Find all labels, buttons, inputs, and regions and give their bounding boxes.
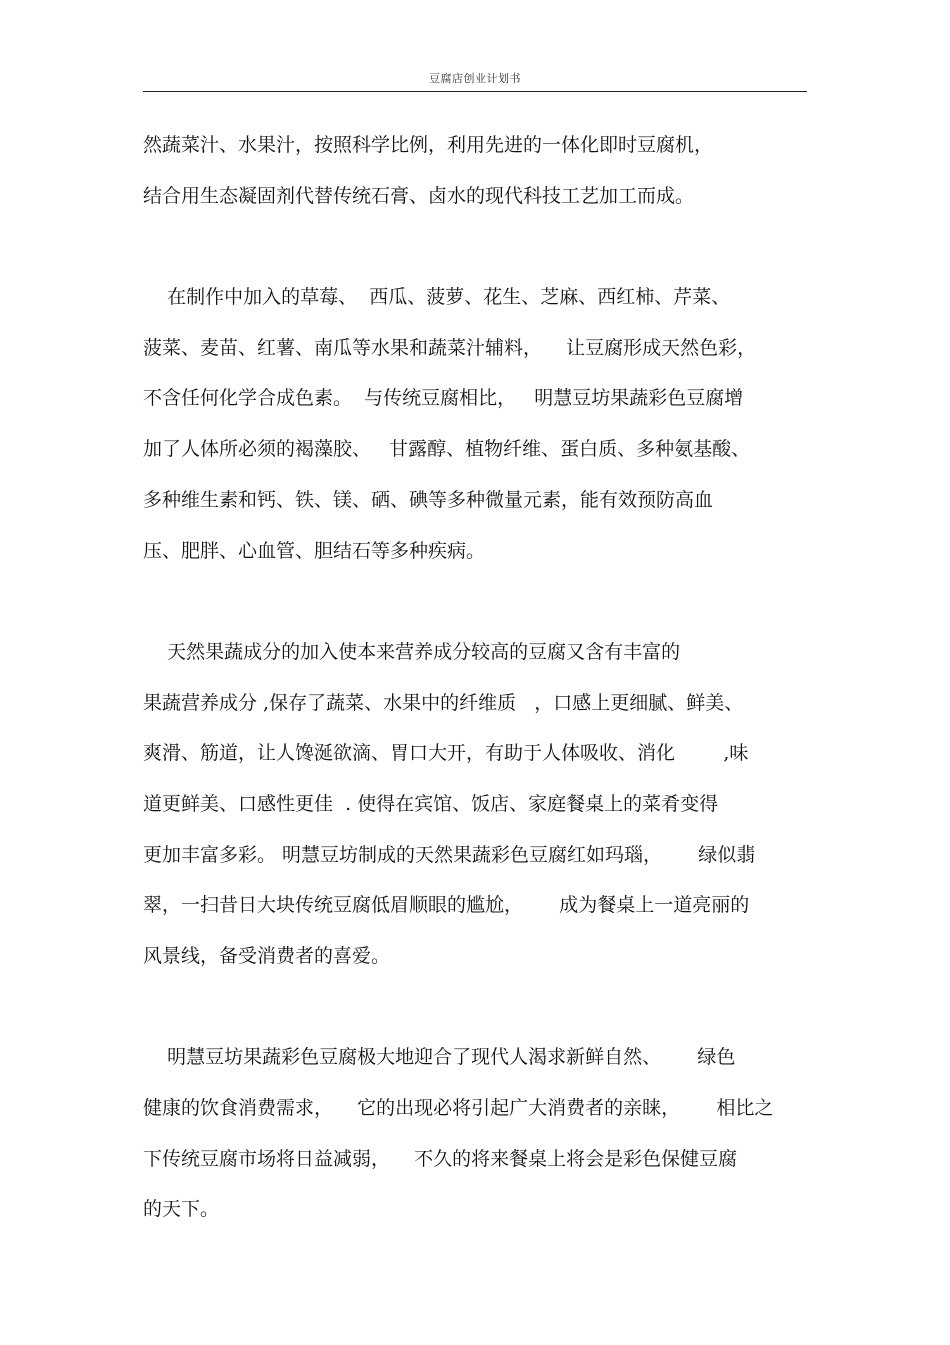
running-header: 豆腐店创业计划书 bbox=[429, 72, 521, 85]
text-line: 在制作中加入的草莓、 西瓜、菠萝、花生、芝麻、西红柿、芹菜、 bbox=[143, 286, 731, 309]
text-line: 更加丰富多彩。 明慧豆坊制成的天然果蔬彩色豆腐红如玛瑙， 绿似翡 bbox=[143, 843, 756, 866]
document-body bbox=[143, 120, 807, 1235]
paragraph-4 bbox=[143, 1032, 807, 1235]
paragraph-1 bbox=[143, 120, 807, 221]
text-line: 果蔬营养成分 ,保存了蔬菜、水果中的纤维质 ，口感上更细腻、鲜美、 bbox=[143, 691, 744, 714]
text-line: 压、肥胖、心血管、胆结石等多种疾病。 bbox=[143, 539, 486, 562]
text-line: 爽滑、筋道，让人馋涎欲滴、胃口大开，有助于人体吸收、消化 ,味 bbox=[143, 742, 749, 765]
text-line: 不含任何化学合成色素。 与传统豆腐相比， 明慧豆坊果蔬彩色豆腐增 bbox=[143, 387, 744, 410]
text-line: 道更鲜美、口感性更佳 . 使得在宾馆、饭店、家庭餐桌上的菜肴变得 bbox=[143, 792, 719, 815]
text-line: 结合用生态凝固剂代替传统石膏、卤水的现代科技工艺加工而成。 bbox=[143, 184, 695, 207]
paragraph-3 bbox=[143, 627, 807, 982]
text-line: 明慧豆坊果蔬彩色豆腐极大地迎合了现代人渴求新鲜自然、 绿色 bbox=[143, 1046, 736, 1069]
text-line: 下传统豆腐市场将日益减弱， 不久的将来餐桌上将会是彩色保健豆腐 bbox=[143, 1147, 738, 1170]
header-divider bbox=[143, 91, 807, 92]
text-line: 多种维生素和钙、铁、镁、硒、碘等多种微量元素，能有效预防高血 bbox=[143, 488, 714, 511]
text-line: 的天下。 bbox=[143, 1198, 220, 1221]
text-line: 然蔬菜汁、水果汁，按照科学比例，利用先进的一体化即时豆腐机， bbox=[143, 134, 714, 156]
paragraph-gap bbox=[143, 576, 807, 627]
text-line: 菠菜、麦苗、红薯、南瓜等水果和蔬菜汁辅料， 让豆腐形成天然色彩， bbox=[143, 336, 757, 359]
text-line: 翠，一扫昔日大块传统豆腐低眉顺眼的尴尬， 成为餐桌上一道亮丽的 bbox=[143, 894, 750, 917]
text-line: 风景线，备受消费者的喜爱。 bbox=[143, 945, 391, 967]
paragraph-gap bbox=[143, 982, 807, 1033]
text-line: 健康的饮食消费需求， 它的出现必将引起广大消费者的亲睐， 相比之 bbox=[143, 1097, 774, 1120]
paragraph-gap bbox=[143, 221, 807, 272]
text-line: 天然果蔬成分的加入使本来营养成分较高的豆腐又含有丰富的 bbox=[143, 640, 681, 663]
paragraph-2 bbox=[143, 272, 807, 576]
text-line: 加了人体所必须的褐藻胶、 甘露醇、植物纤维、蛋白质、多种氨基酸、 bbox=[143, 438, 751, 461]
